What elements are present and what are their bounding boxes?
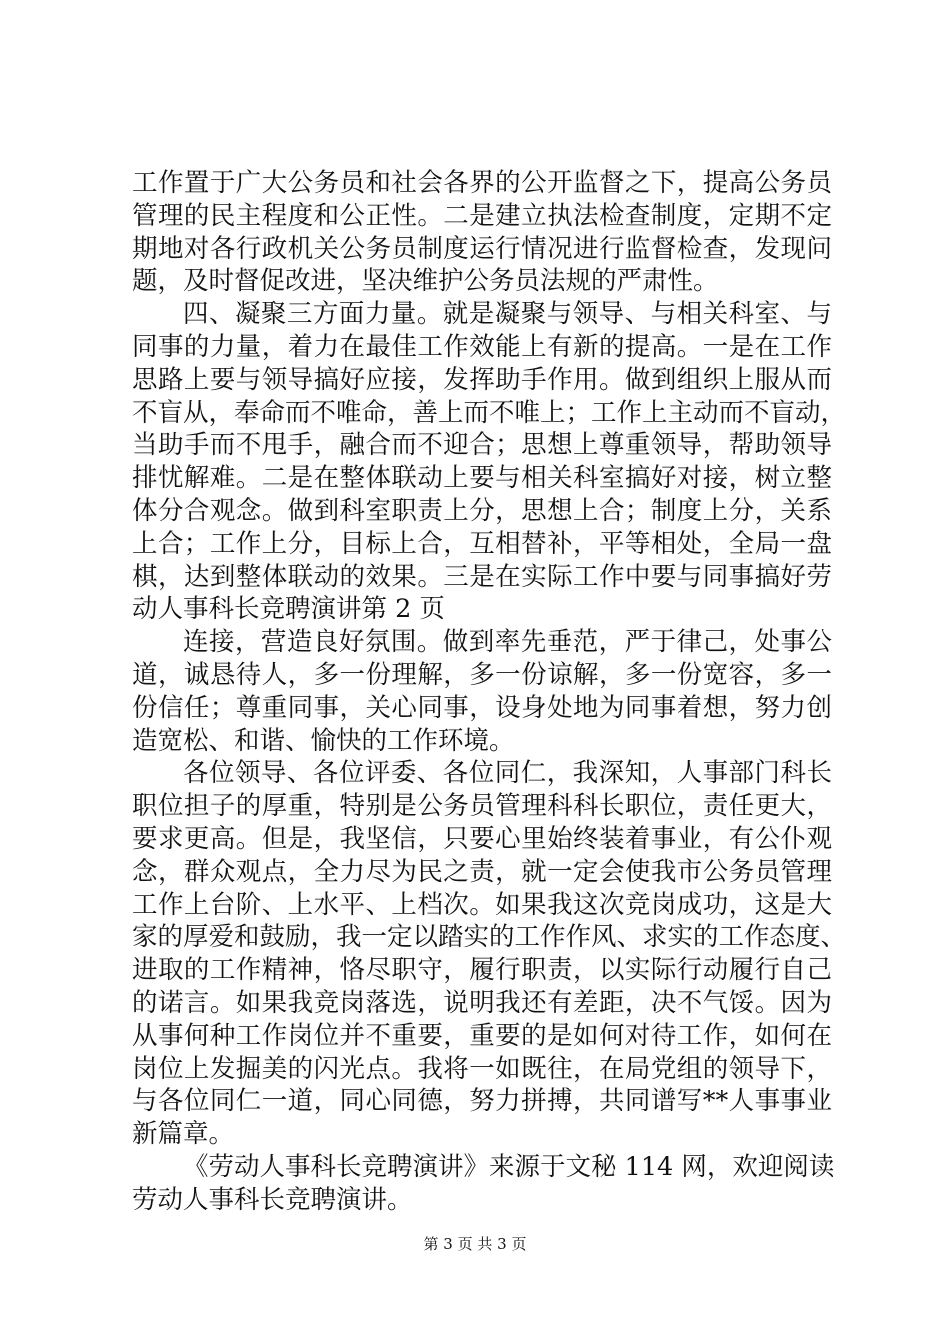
text-line: 造宽松、和谐、愉快的工作环境。 <box>132 725 515 756</box>
text-line: 新篇章。 <box>132 1119 235 1150</box>
text-line: 同事的力量，着力在最佳工作效能上有新的提高。一是在工作 <box>132 331 832 362</box>
text-line: 当助手而不甩手，融合而不迎合；思想上尊重领导，帮助领导 <box>132 430 832 461</box>
text-line: 思路上要与领导搞好应接，发挥助手作用。做到组织上服从而 <box>132 364 832 395</box>
text-line: 家的厚爱和鼓励，我一定以踏实的工作作风、求实的工作态度、 <box>132 922 847 953</box>
text-line: 要求更高。但是，我坚信，只要心里始终装着事业，有公仆观 <box>132 823 832 854</box>
text-line: 管理的民主程度和公正性。二是建立执法检查制度，定期不定 <box>132 200 832 231</box>
text-line: 的诺言。如果我竞岗落选，说明我还有差距，决不气馁。因为 <box>132 987 832 1018</box>
text-line: 念，群众观点，全力尽为民之责，就一定会使我市公务员管理 <box>132 856 832 887</box>
text-line: 工作置于广大公务员和社会各界的公开监督之下，提高公务员 <box>132 168 832 198</box>
text-line: 劳动人事科长竞聘演讲。 <box>132 1184 413 1215</box>
text-line: 道，诚恳待人，多一份理解，多一份谅解，多一份宽容，多一 <box>132 659 832 690</box>
document-body <box>132 167 847 1217</box>
text-line: 动人事科长竞聘演讲第 2 页 <box>132 594 445 625</box>
text-line: 《劳动人事科长竞聘演讲》来源于文秘 114 网，欢迎阅读 <box>183 1151 835 1182</box>
text-line: 棋，达到整体联动的效果。三是在实际工作中要与同事搞好劳 <box>132 561 832 592</box>
text-line: 题，及时督促改进，坚决维护公务员法规的严肃性。 <box>132 266 719 297</box>
text-line: 进取的工作精神，恪尽职守，履行职责，以实际行动履行自己 <box>132 955 832 986</box>
text-line: 四、凝聚三方面力量。就是凝聚与领导、与相关科室、与 <box>183 299 832 330</box>
text-line: 与各位同仁一道，同心同德，努力拼搏，共同谱写**人事事业 <box>132 1086 832 1117</box>
text-line: 职位担子的厚重，特别是公务员管理科科长职位，责任更大， <box>132 791 832 822</box>
text-line: 不盲从，奉命而不唯命，善上而不唯上；工作上主动而不盲动， <box>132 397 847 428</box>
text-line: 工作上台阶、上水平、上档次。如果我这次竞岗成功，这是大 <box>132 889 832 920</box>
text-line: 上合；工作上分，目标上合，互相替补，平等相处，全局一盘 <box>132 528 832 559</box>
text-line: 期地对各行政机关公务员制度运行情况进行监督检查，发现问 <box>132 233 832 264</box>
text-line: 份信任；尊重同事，关心同事，设身处地为同事着想，努力创 <box>132 692 832 723</box>
text-line: 连接，营造良好氛围。做到率先垂范，严于律己，处事公 <box>183 627 832 658</box>
page-footer: 第 3 页 共 3 页 <box>423 1235 527 1253</box>
text-line: 从事何种工作岗位并不重要，重要的是如何对待工作，如何在 <box>132 1020 832 1051</box>
text-line: 体分合观念。做到科室职责上分，思想上合；制度上分，关系 <box>132 495 832 526</box>
text-line: 岗位上发掘美的闪光点。我将一如既往，在局党组的领导下， <box>132 1053 832 1084</box>
text-line: 各位领导、各位评委、各位同仁，我深知，人事部门科长 <box>183 758 832 789</box>
text-line: 排忧解难。二是在整体联动上要与相关科室搞好对接，树立整 <box>132 463 832 494</box>
